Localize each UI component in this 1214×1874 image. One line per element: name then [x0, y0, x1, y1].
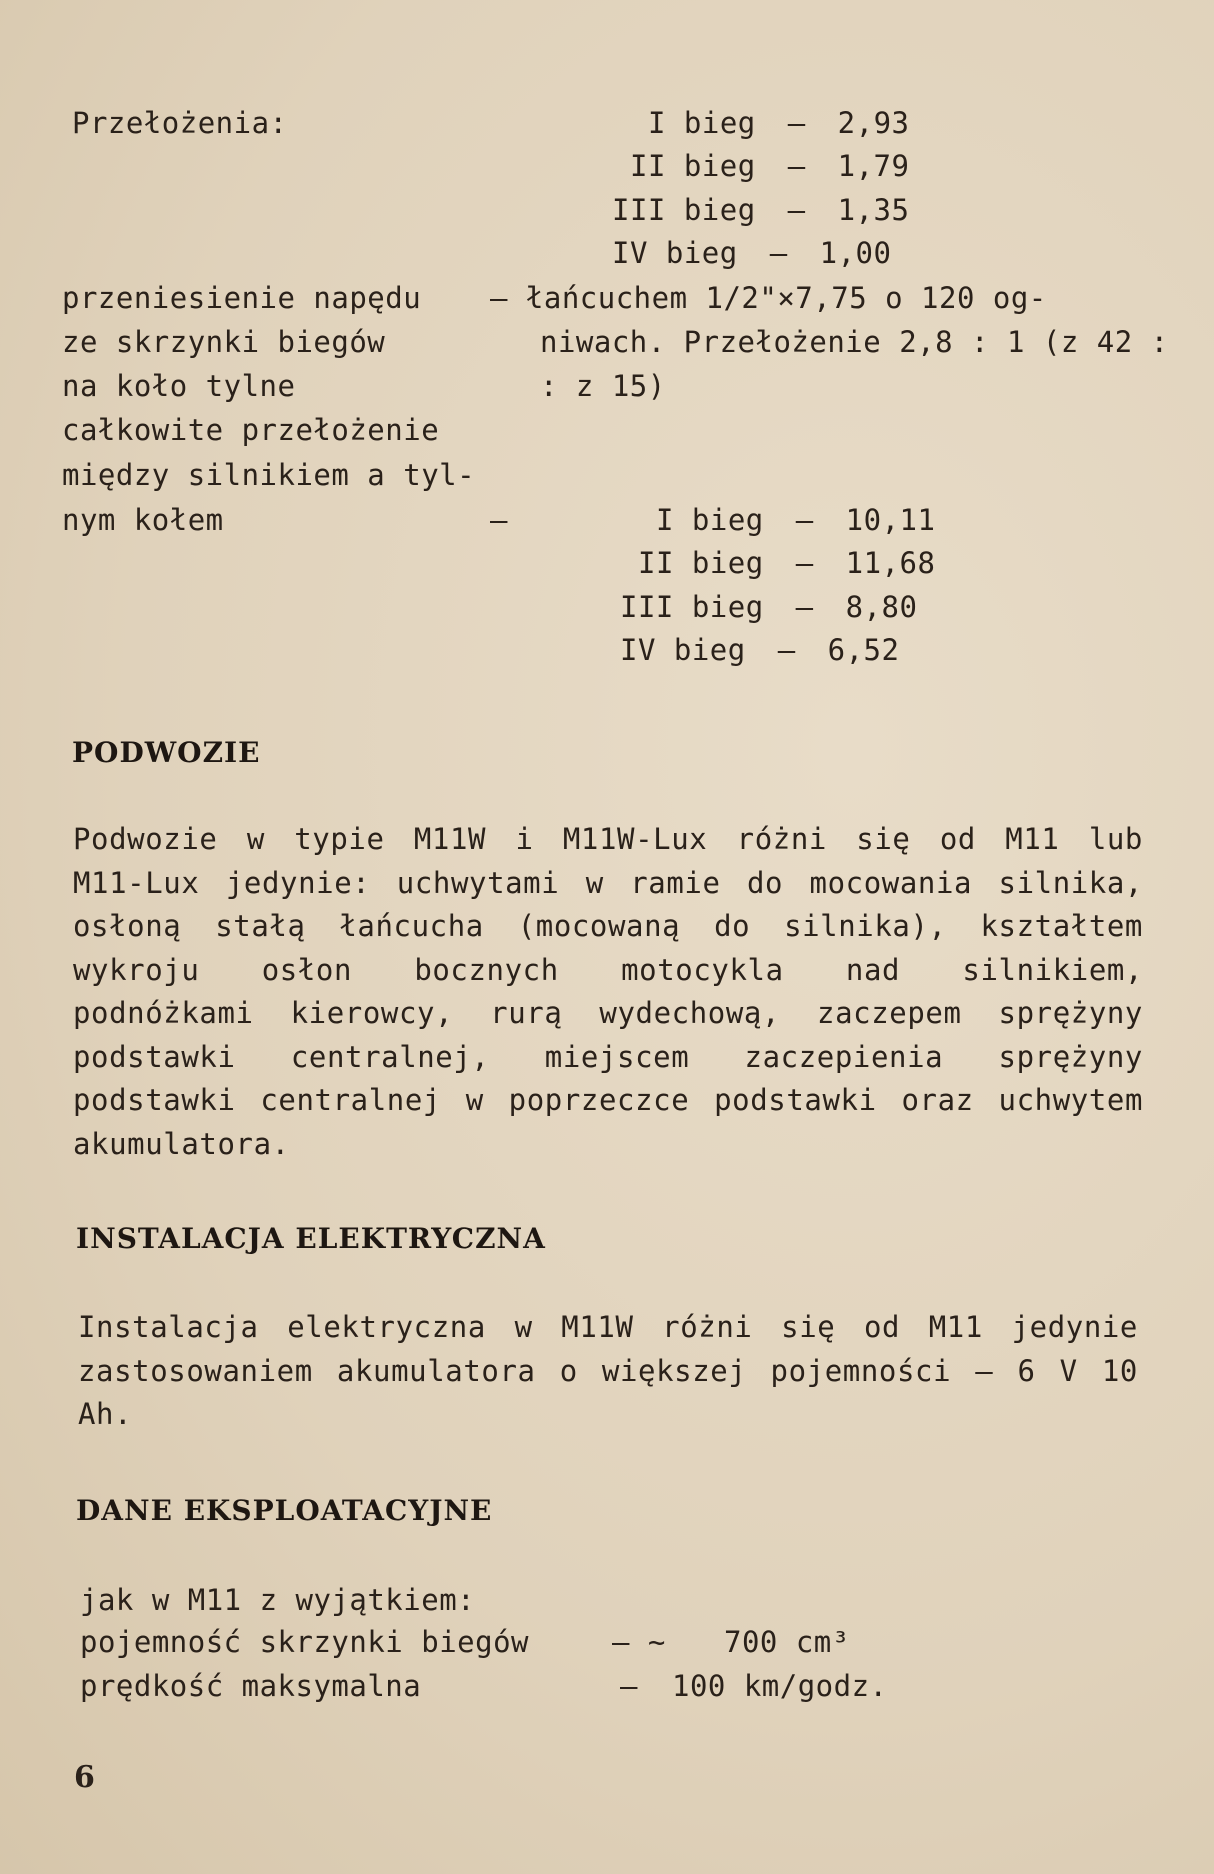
drive-label-2: ze skrzynki biegów: [62, 325, 386, 359]
drive-value-1: — łańcuchem 1/2"×7,75 o 120 og-: [490, 281, 1047, 315]
electrical-heading: INSTALACJA ELEKTRYCZNA: [76, 1222, 546, 1255]
drive-label-1: przeniesienie napędu: [62, 281, 422, 315]
operating-heading: DANE EKSPLOATACYJNE: [76, 1494, 493, 1527]
operating-intro: jak w M11 z wyjątkiem:: [80, 1583, 476, 1617]
total-ratio-1: I bieg — 10,11: [656, 503, 936, 537]
capacity-dash: — ~: [612, 1625, 666, 1659]
chassis-text: Podwozie w typie M11W i M11W-Lux różni się od M11 lub M11-Lux jedynie: uchwytami w ramie do mocowania silnika, osłoną stałą łańcucha (mocowaną do silnika), kształtem wykroju osłon bocznych motocykla nad silnikiem, podnóżkami kierowcy, rurą wydechową, zaczepem sprężyny podstawki centralnej, miejscem zaczepienia sprężyny podstawki centralnej w poprzeczce podstawki oraz uchwytem akumulatora.: [73, 822, 1143, 1161]
page-number: 6: [74, 1760, 95, 1795]
gearing-label: Przełożenia:: [72, 106, 288, 140]
total-ratio-3: III bieg — 8,80: [620, 590, 918, 624]
total-ratio-2: II bieg — 11,68: [638, 546, 936, 580]
electrical-text: Instalacja elektryczna w M11W różni się od M11 jedynie zastosowaniem akumulatora o większej pojemności — 6 V 10 Ah.: [78, 1310, 1138, 1431]
drive-value-2: niwach. Przełożenie 2,8 : 1 (z 42 :: [540, 325, 1169, 359]
speed-dash: —: [620, 1669, 638, 1703]
total-label-1: całkowite przełożenie: [62, 413, 440, 447]
speed-value: 100 km/godz.: [672, 1669, 888, 1703]
chassis-heading: PODWOZIE: [72, 736, 261, 769]
gear-ratio-2: II bieg — 1,79: [630, 149, 910, 183]
capacity-label: pojemność skrzynki biegów: [80, 1625, 529, 1659]
total-dash: —: [490, 503, 508, 537]
drive-value-3: : z 15): [540, 369, 666, 403]
total-ratio-4: IV bieg — 6,52: [620, 633, 900, 667]
gear-ratio-1: I bieg — 2,93: [648, 106, 910, 140]
speed-label: prędkość maksymalna: [80, 1669, 422, 1703]
drive-label-3: na koło tylne: [62, 369, 296, 403]
gear-ratio-3: III bieg — 1,35: [612, 193, 910, 227]
capacity-value: 700 cm³: [724, 1625, 850, 1659]
gear-ratio-4: IV bieg — 1,00: [612, 236, 892, 270]
total-label-3: nym kołem: [62, 503, 224, 537]
total-label-2: między silnikiem a tyl-: [62, 458, 476, 492]
